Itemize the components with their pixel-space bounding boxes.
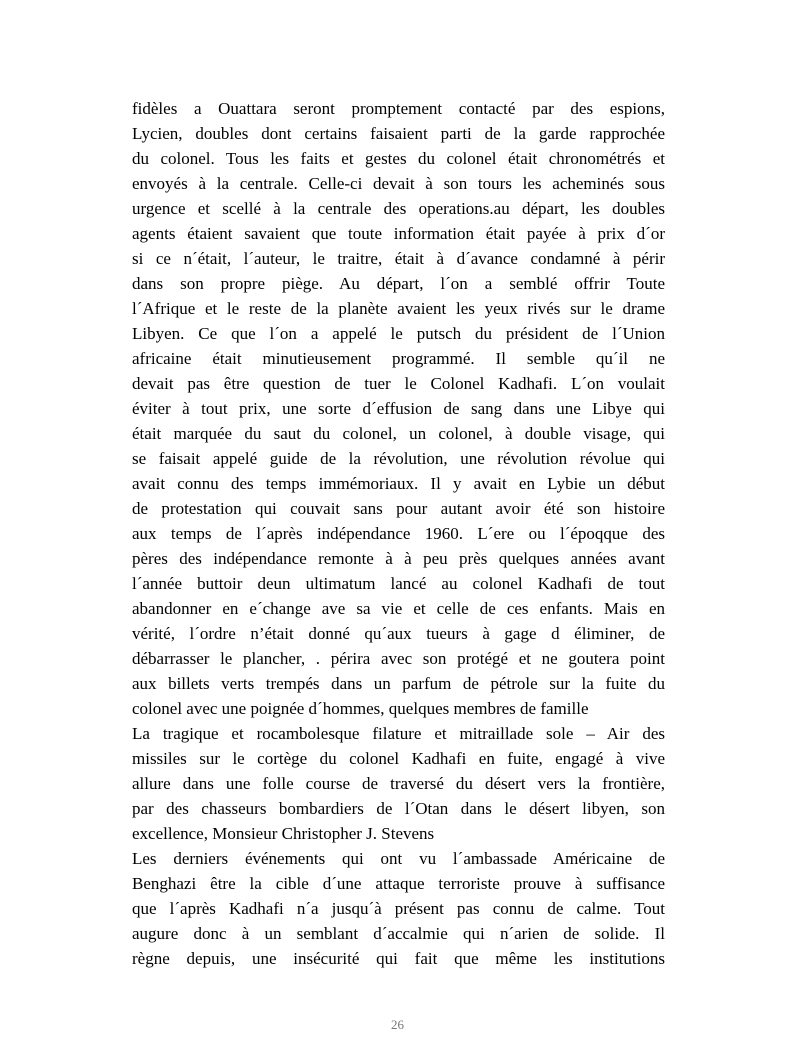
text-line: débarrasser le plancher, . périra avec son protégé et ne goutera point — [132, 649, 665, 668]
text-line: Libyen. Ce que l´on a appelé le putsch du président de l´Union — [132, 324, 665, 343]
text-line: augure donc à un semblant d´accalmie qui n´arien de solide. Il — [132, 924, 665, 943]
text-line: du colonel. Tous les faits et gestes du colonel était chronométrés et — [132, 149, 665, 168]
text-line: fidèles a Ouattara seront promptement contacté par des espions, — [132, 99, 665, 118]
text-line: l´Afrique et le reste de la planète avaient les yeux rivés sur le drame — [132, 299, 665, 318]
text-line: aux billets verts trempés dans un parfum de pétrole sur la fuite du — [132, 674, 665, 693]
page-number: 26 — [391, 1017, 404, 1032]
text-line: excellence, Monsieur Christopher J. Stevens — [132, 824, 435, 843]
text-line: si ce n´était, l´auteur, le traitre, était à d´avance condamné à périr — [132, 249, 665, 268]
text-line: règne depuis, une insécurité qui fait que même les institutions — [132, 949, 665, 968]
text-line: Benghazi être la cible d´une attaque terroriste prouve à suffisance — [132, 874, 665, 893]
text-line: agents étaient savaient que toute information était payée à prix d´or — [132, 224, 665, 243]
text-line: envoyés à la centrale. Celle-ci devait à son tours les acheminés sous — [132, 174, 665, 193]
text-line: colonel avec une poignée d´hommes, quelques membres de famille — [132, 699, 589, 718]
text-line: Les derniers événements qui ont vu l´ambassade Américaine de — [132, 849, 665, 868]
text-line: que l´après Kadhafi n´a jusqu´à présent pas connu de calme. Tout — [132, 899, 665, 918]
text-line: dans son propre piège. Au départ, l´on a semblé offrir Toute — [132, 274, 665, 293]
text-line: était marquée du saut du colonel, un colonel, à double visage, qui — [132, 424, 665, 443]
text-line: par des chasseurs bombardiers de l´Otan dans le désert libyen, son — [132, 799, 665, 818]
text-line: africaine était minutieusement programmé. Il semble qu´il ne — [132, 349, 665, 368]
text-line: missiles sur le cortège du colonel Kadhafi en fuite, engagé à vive — [132, 749, 665, 768]
text-line: vérité, l´ordre n’était donné qu´aux tueurs à gage d éliminer, de — [132, 624, 665, 643]
text-line: La tragique et rocambolesque filature et mitraillade sole – Air des — [132, 724, 665, 743]
text-line: devait pas être question de tuer le Colonel Kadhafi. L´on voulait — [132, 374, 665, 393]
text-line: avait connu des temps immémoriaux. Il y avait en Lybie un début — [132, 474, 665, 493]
text-line: urgence et scellé à la centrale des operations.au départ, les doubles — [132, 199, 665, 218]
body-text — [132, 96, 665, 971]
text-line: Lycien, doubles dont certains faisaient parti de la garde rapprochée — [132, 124, 665, 143]
text-line: aux temps de l´après indépendance 1960. L´ere ou l´époqque des — [132, 524, 665, 543]
text-line: de protestation qui couvait sans pour autant avoir été son histoire — [132, 499, 665, 518]
text-line: l´année buttoir deun ultimatum lancé au colonel Kadhafi de tout — [132, 574, 665, 593]
text-line: abandonner en e´change ave sa vie et celle de ces enfants. Mais en — [132, 599, 665, 618]
text-line: se faisait appelé guide de la révolution, une révolution révolue qui — [132, 449, 665, 468]
text-line: éviter à tout prix, une sorte d´effusion de sang dans une Libye qui — [132, 399, 665, 418]
text-line: allure dans une folle course de traversé du désert vers la frontière, — [132, 774, 665, 793]
text-line: pères des indépendance remonte à à peu près quelques années avant — [132, 549, 665, 568]
